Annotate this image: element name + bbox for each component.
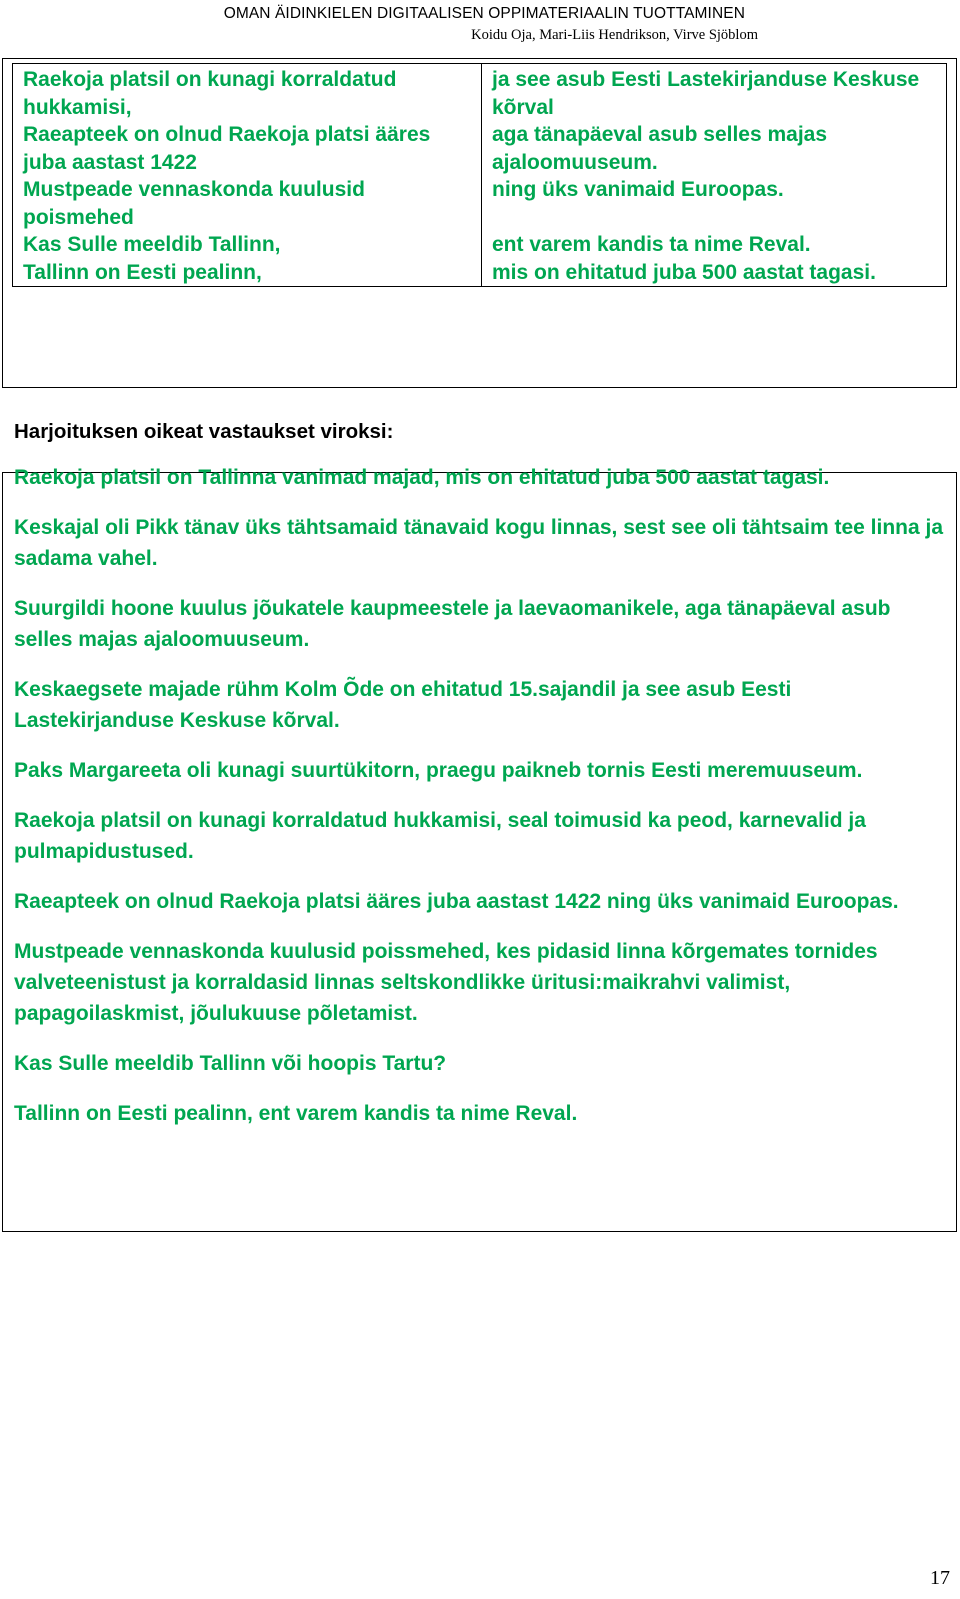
answer-item: Keskajal oli Pikk tänav üks tähtsamaid tänavaid kogu linnas, sest see oli tähtsaim tee linna ja sadama vahel. bbox=[14, 516, 944, 570]
left-phrase: Mustpeade vennaskonda kuulusid poismehed bbox=[23, 178, 365, 229]
right-phrase: ning üks vanimaid Euroopas. bbox=[492, 178, 784, 201]
answer-item: Raekoja platsil on Tallinna vanimad majad, mis on ehitatud juba 500 aastat tagasi. bbox=[14, 466, 830, 489]
header-authors: Koidu Oja, Mari-Liis Hendrikson, Virve Sjöblom bbox=[471, 27, 758, 43]
answer-item: Raeapteek on olnud Raekoja platsi ääres juba aastast 1422 ning üks vanimaid Euroopas. bbox=[14, 890, 899, 913]
answer-item: Keskaegsete majade rühm Kolm Õde on ehitatud 15.sajandil ja see asub Eesti Lastekirjanduse Keskuse kõrval. bbox=[14, 678, 792, 732]
answer-item: Raekoja platsil on kunagi korraldatud hukkamisi, seal toimusid ka peod, karnevalid ja pulmapidustused. bbox=[14, 809, 866, 863]
page-number: 17 bbox=[930, 1567, 950, 1589]
page-header bbox=[223, 4, 758, 43]
right-phrase: aga tänapäeval asub selles majas ajaloomuuseum. bbox=[492, 123, 828, 174]
answers-title: Harjoituksen oikeat vastaukset viroksi: bbox=[14, 420, 394, 443]
right-column-cell bbox=[482, 64, 947, 287]
answer-item: Suurgildi hoone kuulus jõukatele kaupmeestele ja laevaomanikele, aga tänapäeval asub selles majas ajaloomuuseum. bbox=[14, 597, 891, 651]
table-row bbox=[13, 64, 947, 287]
answer-item: Tallinn on Eesti pealinn, ent varem kandis ta nime Reval. bbox=[14, 1102, 578, 1125]
answer-item: Kas Sulle meeldib Tallinn või hoopis Tartu? bbox=[14, 1052, 447, 1075]
right-phrase: mis on ehitatud juba 500 aastat tagasi. bbox=[492, 260, 876, 284]
right-phrase: ja see asub Eesti Lastekirjanduse Keskuse kõrval bbox=[492, 68, 920, 119]
answer-item: Paks Margareeta oli kunagi suurtükitorn, praegu paikneb tornis Eesti meremuuseum. bbox=[14, 759, 863, 782]
right-phrase-blank bbox=[492, 204, 936, 232]
left-phrase: Raekoja platsil on kunagi korraldatud hukkamisi, bbox=[23, 68, 397, 119]
left-phrase: Tallinn on Eesti pealinn, bbox=[23, 260, 262, 284]
matching-table bbox=[12, 63, 947, 287]
left-column-cell bbox=[13, 64, 482, 287]
answers-box bbox=[2, 466, 957, 1232]
right-phrase: ent varem kandis ta nime Reval. bbox=[492, 233, 811, 256]
left-phrase: Raeapteek on olnud Raekoja platsi ääres juba aastast 1422 bbox=[23, 123, 431, 174]
answer-item: Mustpeade vennaskonda kuulusid poissmehed, kes pidasid linna kõrgemates tornides valveteenistust ja korraldasid linnas seltskondlikke üritusi:maikrahvi valimist, papagoilaskmist, jõulukuuse põletamist. bbox=[14, 940, 878, 1025]
header-title: OMAN ÄIDINKIELEN DIGITAALISEN OPPIMATERIAALIN TUOTTAMINEN bbox=[223, 5, 745, 22]
left-phrase: Kas Sulle meeldib Tallinn, bbox=[23, 233, 281, 256]
